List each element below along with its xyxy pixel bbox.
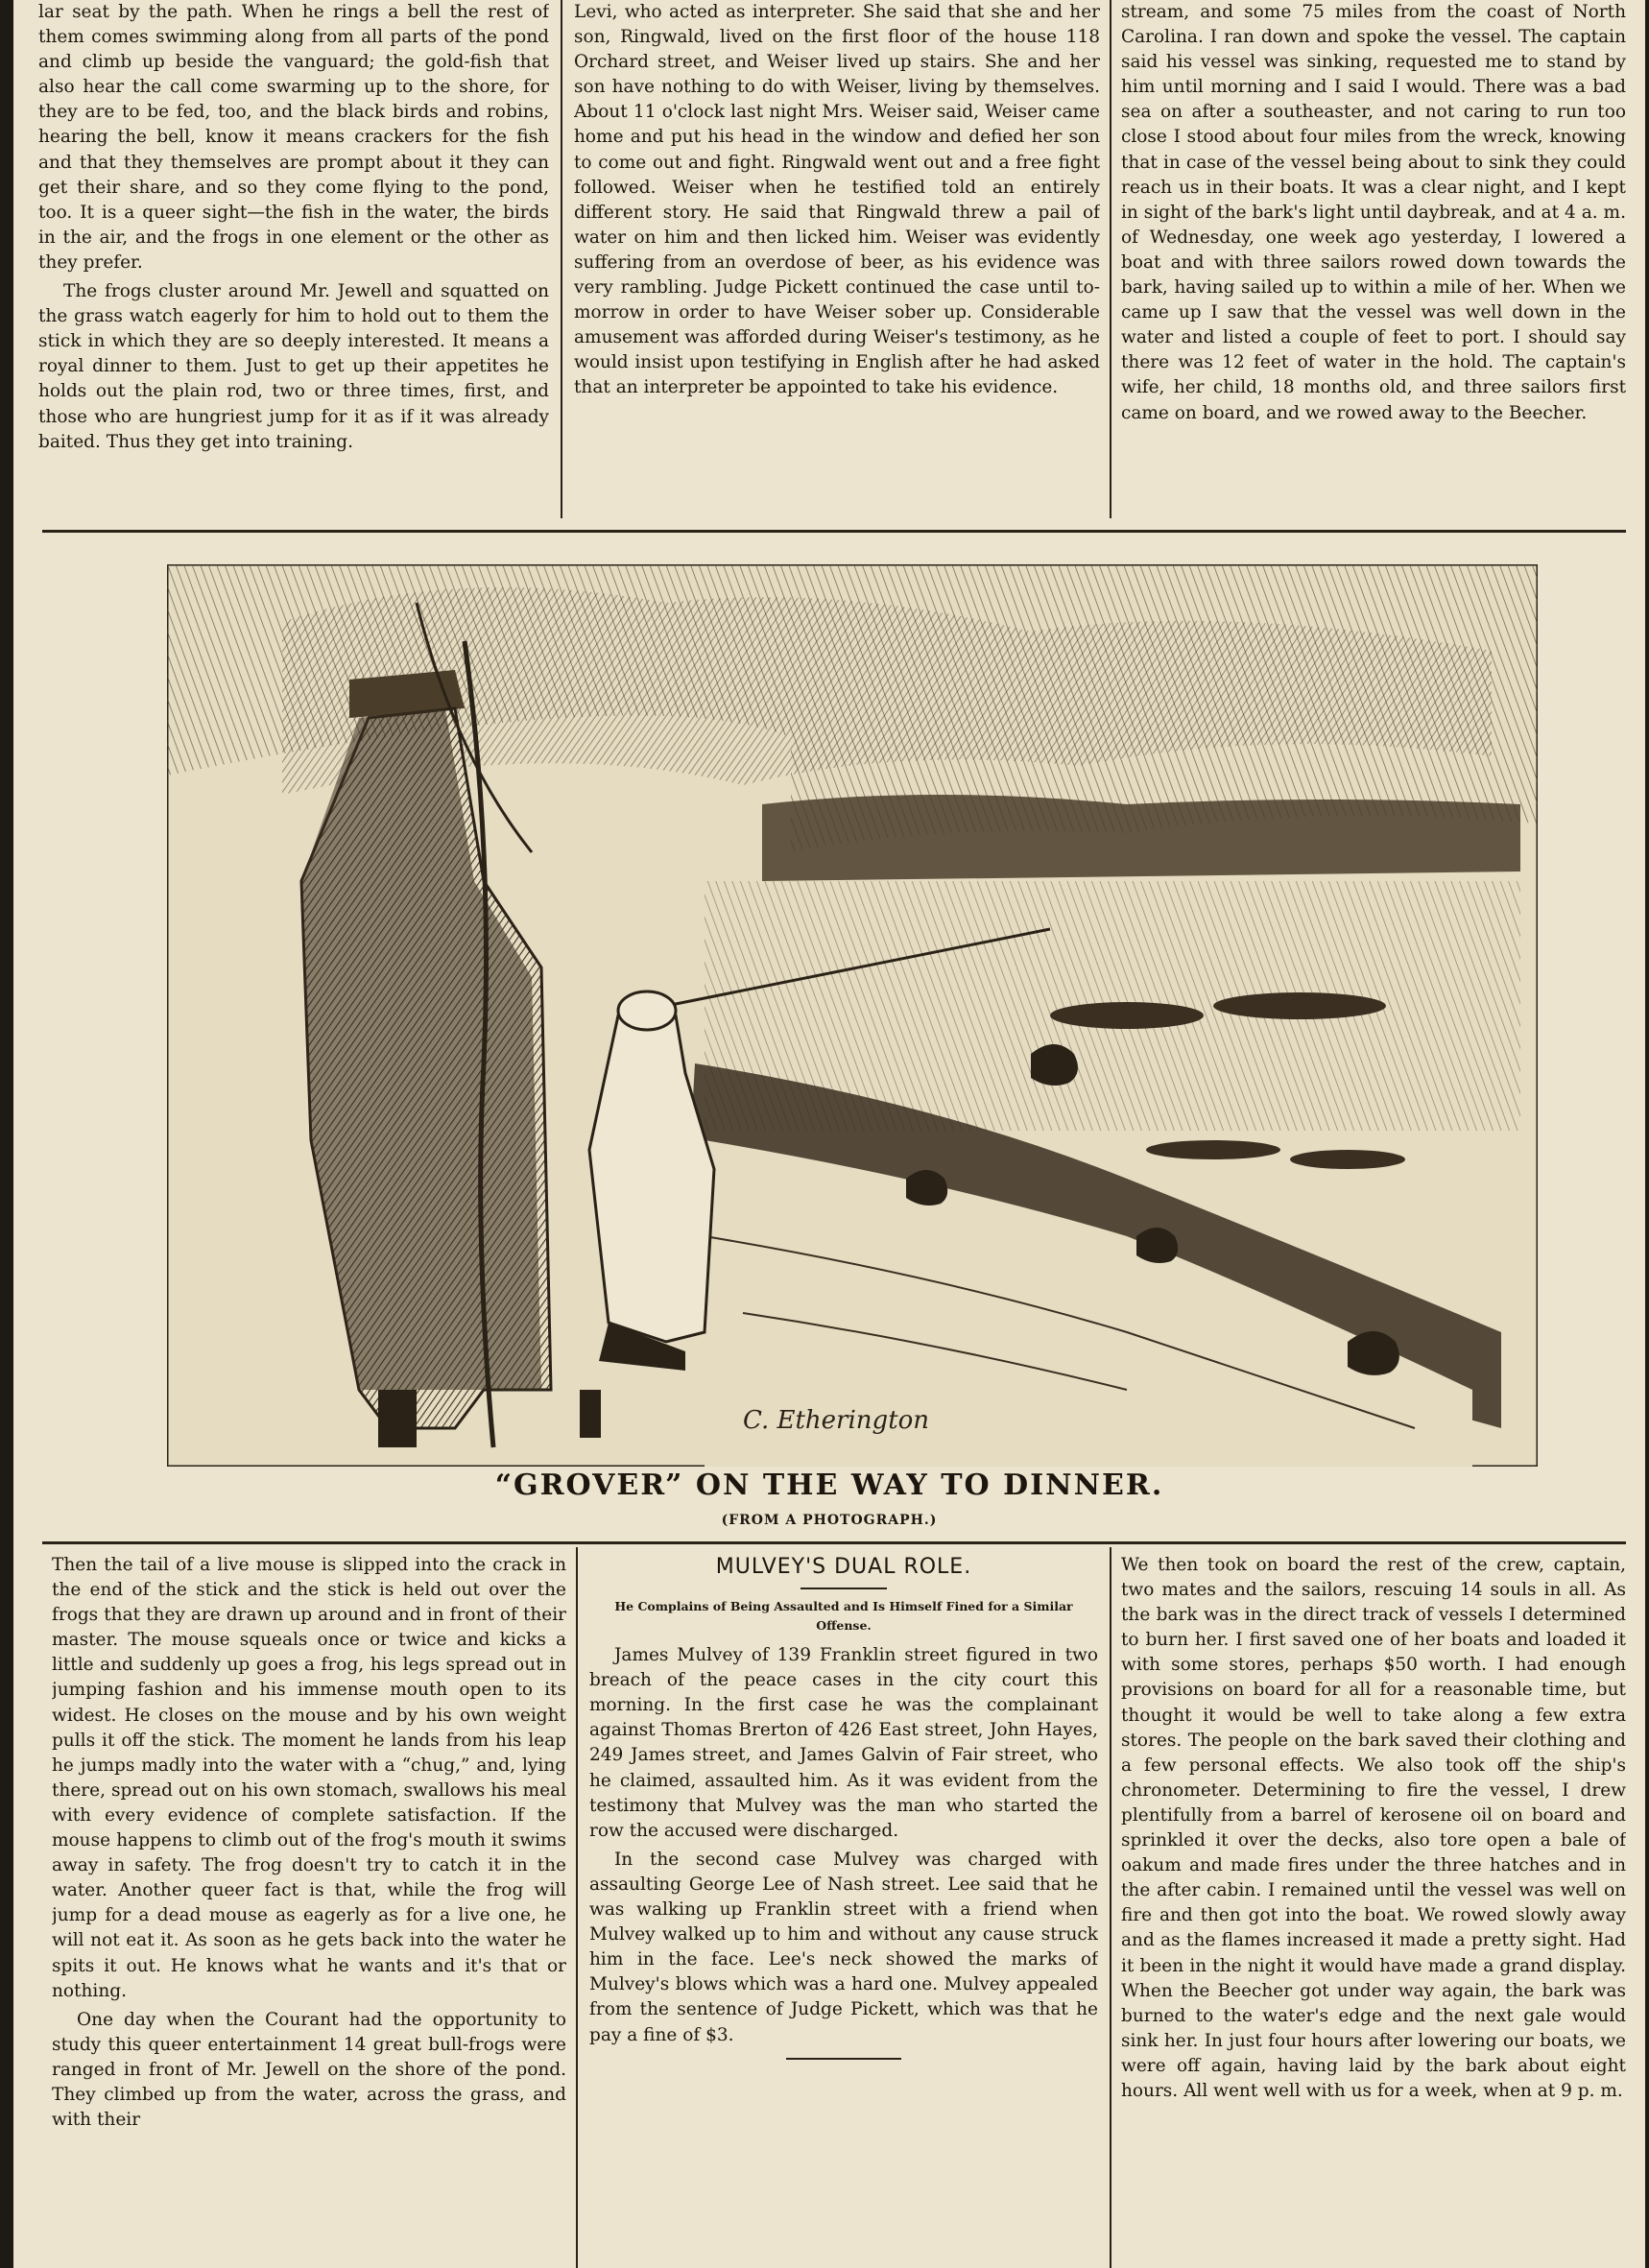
newspaper-page [13,0,1645,2268]
headline-rule [801,1588,887,1589]
column-rule [1110,0,1111,518]
article-end-rule [786,2058,901,2060]
illustration-caption: “GROVER” ON THE WAY TO DINNER. [494,1468,1164,1502]
top-column-1 [38,0,549,516]
engraving-illustration [167,564,1538,1467]
column-rule [576,1547,578,2268]
artist-signature: C. Etherington [743,1406,930,1435]
article-headline: MULVEY'S DUAL ROLE. [715,1555,972,1579]
top-column-3 [1121,0,1626,516]
paragraph: One day when the Courant had the opportunity to study this queer entertainment 14 great bull-frogs were ranged in front of Mr. Jewell on the shore of the pond. They climbed up from the water, across the grass, and with their [52,2009,566,2131]
paragraph: Then the tail of a live mouse is slipped into the crack in the end of the stick and the stick is held out over the frogs that they are drawn up around and in front of their master. The mouse squeals once or twice and kicks a little and suddenly up goes a frog, his legs spread out in jumping fashion and his immense mouth open to its widest. He closes on the mouse and by his own weight pulls it off the stick. The moment he lands from his leap he jumps madly into the water with a “chug,” and, lying there, spread out on his own stomach, swallows his meal with every evidence of complete satisfaction. If the mouse happens to climb out of the frog's mouth it swims away in safety. The frog doesn't try to catch it in the water. Another queer fact is that, while the frog will jump for a dead mouse as eagerly as for a live one, he will not eat it. As soon as he gets back into the water he spits it out. He knows what he wants and it's that or nothing. [52,1555,566,2001]
bottom-column-3 [1121,1553,1626,2265]
illustration-subcaption: (FROM A PHOTOGRAPH.) [721,1513,938,1528]
article-subhead: He Complains of Being Assaulted and Is Himself Fined for a Similar Offense. [614,1599,1073,1634]
column-rule [561,0,562,518]
section-rule [42,1541,1626,1544]
paragraph: Levi, who acted as interpreter. She said that she and her son, Ringwald, lived on the first floor of the house 118 Orchard street, and Weiser lived up stairs. She and her son have nothing to do with Weiser, living by themselves. About 11 o'clock last night Mrs. Weiser said, Weiser came home and put his head in the window and defied her son to come out and fight. Ringwald went out and a free fight followed. Weiser when he testified told an entirely different story. He said that Ringwald threw a pail of water on him and then licked him. Weiser was evidently suffering from an overdose of beer, as his evidence was very rambling. Judge Pickett continued the case until to-morrow in order to have Weiser sober up. Considerable amusement was afforded during Weiser's testimony, as he would insist upon testifying in English after he had asked that an interpreter be appointed to take his evidence. [574,2,1100,398]
paragraph: lar seat by the path. When he rings a bell the rest of them comes swimming along from all parts of the pond and climb up beside the vanguard; the gold-fish that also hear the call come swarming up to the shore, for they are to be fed, too, and the black birds and robins, hearing the bell, know it means crackers for the fish and that they themselves are prompt about it they can get their share, and so they come flying to the pond, too. It is a queer sight—the fish in the water, the birds in the air, and the frogs in one element or the other as they prefer. [38,2,549,273]
bottom-column-1 [52,1553,566,2265]
column-rule [1110,1547,1111,2268]
paragraph: We then took on board the rest of the crew, captain, two mates and the sailors, rescuing 14 souls in all. As the bark was in the direct track of vessels I determined to burn her. I first saved one of her boats and loaded it with some stores, perhaps $50 worth. I had enough provisions on board for all for a reasonable time, but thought it would be well to take along a few extra stores. The people on the bark saved their clothing and a few personal effects. We also took off the ship's chronometer. Determining to fire the vessel, I drew plentifully from a barrel of kerosene oil on board and sprinkled it over the decks, also tore open a bale of oakum and made fires under the three hatches and in the after cabin. I remained until the vessel was well on fire and then got into the boat. We rowed slowly away and as the flames increased it made a pretty sight. Had it been in the night it would have made a grand display. When the Beecher got under way again, the bark was burned to the water's edge and the next gale would sink her. In just four hours after lowering our boats, we were off again, having laid by the bark about eight hours. All went well with us for a week, when at 9 p. m. [1121,1555,1626,2101]
paragraph: stream, and some 75 miles from the coast of North Carolina. I ran down and spoke the vessel. The captain said his vessel was sinking, requested me to stand by him until morning and I said I would. There was a bad sea on after a southeaster, and not caring to run too close I stood about four miles from the wreck, knowing that in case of the vessel being about to sink they could reach us in their boats. It was a clear night, and I kept in sight of the bark's light until daybreak, and at 4 a. m. of Wednesday, one week ago yesterday, I lowered a boat and with three sailors rowed down towards the bark, having sailed up to within a mile of her. When we came up I saw that the vessel was well down in the water and listed a couple of feet to port. I should say there was 12 feet of water in the hold. The captain's wife, her child, 18 months old, and three sailors first came on board, and we rowed away to the Beecher. [1121,2,1626,423]
top-column-2 [574,0,1100,516]
bottom-column-2 [589,1553,1098,2265]
paragraph: In the second case Mulvey was charged with assaulting George Lee of Nash street. Lee said that he was walking up Franklin street with a friend when Mulvey walked up to him and without any cause struck him in the face. Lee's neck showed the marks of Mulvey's blows which was a hard one. Mulvey appealed from the sentence of Judge Pickett, which was that he pay a fine of $3. [589,1849,1098,2045]
section-rule [42,530,1626,533]
paragraph: James Mulvey of 139 Franklin street figured in two breach of the peace cases in the city court this morning. In the first case he was the complainant against Thomas Brerton of 426 East street, John Hayes, 249 James street, and James Galvin of Fair street, who he claimed, assaulted him. As it was evident from the testimony that Mulvey was the man who started the row the accused were discharged. [589,1645,1098,1841]
paragraph: The frogs cluster around Mr. Jewell and squatted on the grass watch eagerly for him to hold out to them the stick in which they are so deeply interested. It means a royal dinner to them. Just to get up their appetites he holds out the plain rod, two or three times, first, and those who are hungriest jump for it as if it was already baited. Thus they get into training. [38,281,549,452]
